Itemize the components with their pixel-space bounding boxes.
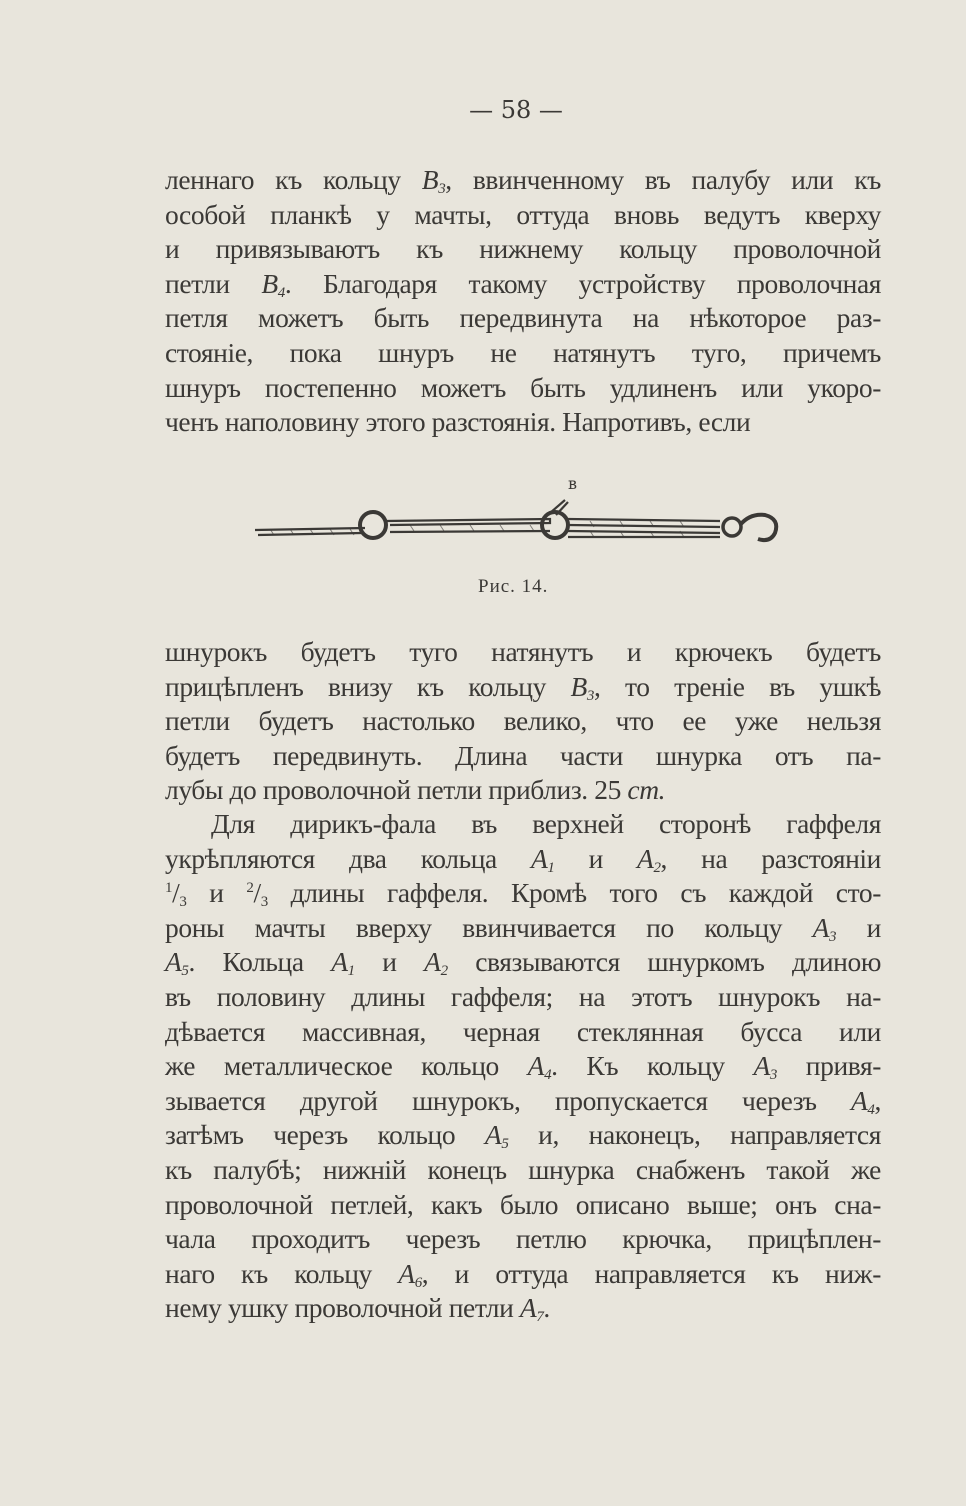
numerator: 2 (246, 880, 254, 897)
subscript: 1 (347, 963, 355, 980)
fraction: $^2/_3$ (246, 877, 268, 911)
variable: $A_6$ (398, 1257, 422, 1291)
subscript: 3 (769, 1067, 777, 1084)
subscript: 5 (501, 1136, 509, 1153)
paragraph-2 (165, 635, 881, 808)
text-line: особой планкѣ у мачты, оттуда вновь ведутъ кверху (165, 198, 881, 230)
page-number: — 58 — (469, 96, 563, 124)
subscript: 5 (181, 963, 189, 980)
variable: $B_3$ (421, 164, 446, 197)
text-line: петли будетъ настолько велико, что ее уже нельзя (165, 705, 881, 737)
text-line: лубы до проволочной петли приблиз. 25 cm. (165, 774, 666, 806)
variable: $A_2$ (637, 842, 661, 876)
text-line: стояніе, пока шнуръ не натянутъ туго, причемъ (165, 336, 881, 368)
text-line: $^1/_3$ и $^2/_3$ длины гаффеля. Кромѣ того съ каждой сто- (165, 877, 881, 911)
text-line: шнурокъ будетъ туго натянутъ и крючекъ будетъ (165, 636, 881, 667)
text-line: роны мачты вверху ввинчивается по кольцу $A_3$ и (165, 911, 881, 945)
figure-label: в (568, 474, 578, 493)
variable: $A_7$ (519, 1292, 544, 1326)
subscript: 2 (440, 963, 448, 980)
subscript: 7 (536, 1309, 544, 1326)
text-line: будетъ передвинуть. Длина части шнурка отъ па- (165, 739, 881, 771)
subscript: 6 (414, 1274, 422, 1291)
subscript: 2 (653, 859, 661, 876)
text-line: наго къ кольцу $A_6$, и оттуда направляется къ ниж- (165, 1257, 881, 1291)
variable: cm. (627, 774, 666, 806)
denominator: 3 (179, 894, 187, 911)
figure-caption: Рис. 14. (478, 576, 549, 597)
text-line: проволочной петлей, какъ было описано выше; онъ сна- (165, 1188, 881, 1220)
text-line: прицѣпленъ внизу къ кольцу $B_3$, то треніе въ ушкѣ (165, 670, 882, 704)
text-line: въ половину длины гаффеля; на этотъ шнурокъ на- (165, 980, 881, 1012)
variable: $A_4$ (851, 1084, 875, 1118)
subscript: 1 (547, 859, 555, 876)
text-line: и привязываютъ къ нижнему кольцу проволочной (165, 233, 881, 265)
variable: $A_3$ (753, 1050, 777, 1084)
text-line: леннаго къ кольцу $B_3$, ввинченному въ палубу или къ (165, 164, 881, 197)
variable: $B_4$ (261, 267, 285, 301)
fraction: $^1/_3$ (165, 877, 187, 911)
text-line: зывается другой шнурокъ, пропускается черезъ $A_4$, (165, 1084, 881, 1118)
text-line: укрѣпляются два кольца $A_1$ и $A_2$, на разстояніи (165, 842, 881, 876)
text-line: петли $B_4$. Благодаря такому устройству проволочная (165, 267, 882, 301)
denominator: 3 (260, 894, 268, 911)
text-line: затѣмъ черезъ кольцо $A_5$ и, наконецъ, направляется (165, 1119, 881, 1153)
numerator: 1 (165, 880, 173, 897)
paragraph-3 (165, 807, 881, 1326)
text-line: къ палубѣ; нижній конецъ шнурка снабженъ такой же (165, 1153, 881, 1185)
paragraph-1 (165, 163, 881, 440)
variable: $A_5$ (165, 946, 189, 980)
variable: $A_5$ (484, 1119, 509, 1153)
variable: $A_4$ (527, 1050, 552, 1084)
variable: $A_2$ (424, 946, 448, 980)
figure-14-illustration (250, 495, 795, 555)
subscript: 4 (277, 284, 285, 301)
text-line: $A_5$. Кольца $A_1$ и $A_2$ связываются шнуркомъ длиною (165, 946, 881, 980)
text-line: ченъ наполовину этого разстоянія. Напротивъ, если (165, 406, 751, 438)
subscript: 3 (586, 687, 594, 704)
text-line: Для дирикъ-фала въ верхней сторонѣ гаффеля (211, 808, 881, 839)
subscript: 4 (544, 1067, 552, 1084)
text-line: чала проходитъ черезъ петлю крючка, прицѣплен- (165, 1223, 881, 1255)
subscript: 4 (867, 1101, 875, 1118)
text-line: же металлическое кольцо $A_4$. Къ кольцу $A_3$ привя- (165, 1050, 881, 1084)
variable: $A_1$ (331, 946, 355, 980)
subscript: 3 (438, 181, 446, 197)
text-line: дѣвается массивная, черная стеклянная бусса или (165, 1015, 881, 1047)
variable: $A_1$ (530, 842, 555, 876)
subscript: 3 (829, 928, 837, 945)
text-line: нему ушку проволочной петли $A_7$. (165, 1292, 550, 1326)
text-line: петля можетъ быть передвинута на нѣкоторое раз- (165, 302, 881, 334)
variable: $A_3$ (812, 911, 837, 945)
text-line: шнуръ постепенно можетъ быть удлиненъ или укоро- (165, 371, 881, 403)
variable: $B_3$ (570, 670, 594, 704)
